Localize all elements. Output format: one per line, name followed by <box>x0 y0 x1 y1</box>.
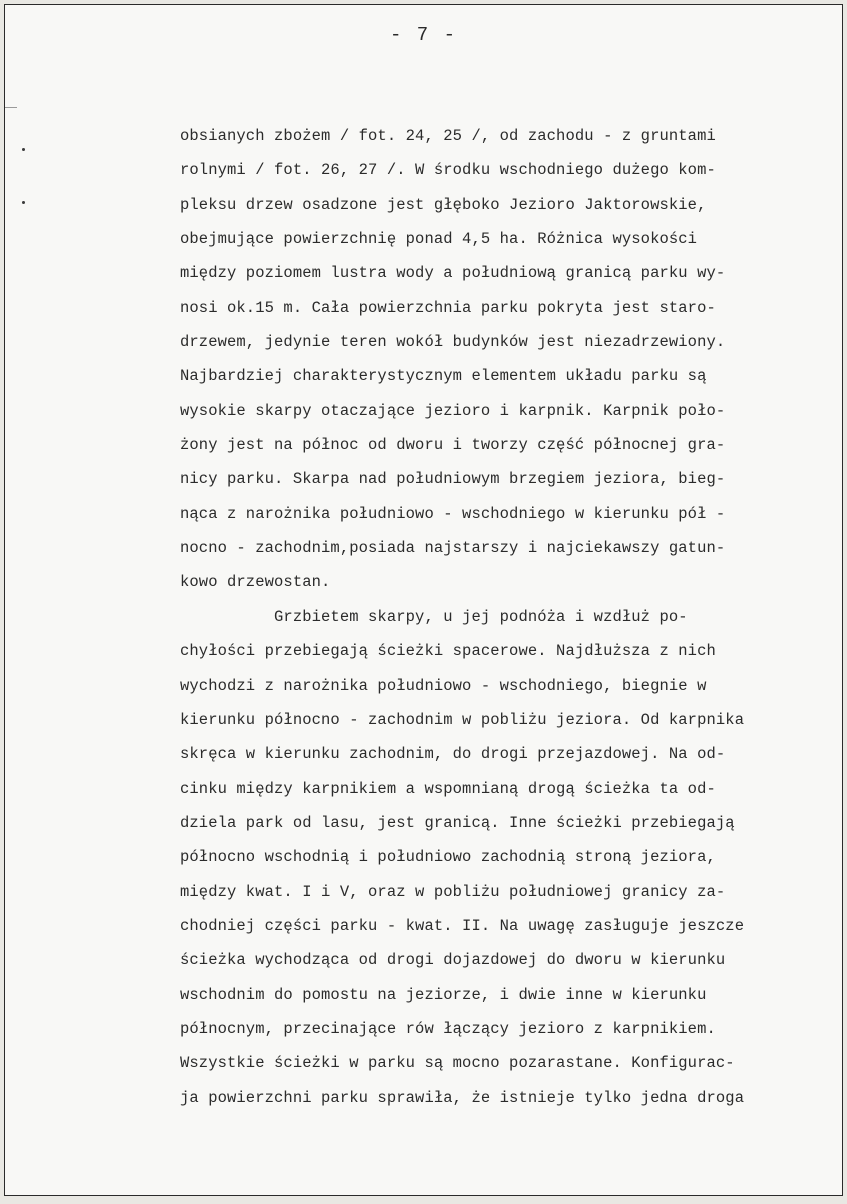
text-line: między kwat. I i V, oraz w pobliżu południowej granicy za- <box>180 882 726 901</box>
text-line: wschodnim do pomostu na jeziorze, i dwie inne w kierunku <box>180 985 707 1004</box>
text-line: żony jest na północ od dworu i tworzy część północnej gra- <box>180 436 726 455</box>
text-line: drzewem, jedynie teren wokół budynków jest niezadrzewiony. <box>180 333 726 352</box>
text-line: Wszystkie ścieżki w parku są mocno pozarastane. Konfigurac- <box>180 1054 735 1073</box>
margin-dot-mark <box>22 148 25 151</box>
text-line: pleksu drzew osadzone jest głęboko Jezioro Jaktorowskie, <box>180 195 707 214</box>
text-line: wychodzi z narożnika południowo - wschodniego, biegnie w <box>180 676 707 695</box>
text-line: kierunku północno - zachodnim w pobliżu jeziora. Od karpnika <box>180 710 745 729</box>
text-line: ścieżka wychodząca od drogi dojazdowej do dworu w kierunku <box>180 951 726 970</box>
text-line: wysokie skarpy otaczające jezioro i karpnik. Karpnik poło- <box>180 401 726 420</box>
text-line: nicy parku. Skarpa nad południowym brzegiem jeziora, bieg- <box>180 470 726 489</box>
text-line: obejmujące powierzchnię ponad 4,5 ha. Różnica wysokości <box>180 230 698 249</box>
text-line: kowo drzewostan. <box>180 573 331 592</box>
text-line: nocno - zachodnim,posiada najstarszy i najciekawszy gatun- <box>180 539 726 558</box>
text-line: chodniej części parku - kwat. II. Na uwagę zasługuje jeszcze <box>180 916 745 935</box>
text-line: rolnymi / fot. 26, 27 /. W środku wschodniego dużego kom- <box>180 161 716 180</box>
margin-tick-mark <box>5 107 17 108</box>
text-line: Grzbietem skarpy, u jej podnóża i wzdłuż po- <box>180 607 688 626</box>
text-line: ja powierzchni parku sprawiła, że istnieje tylko jedna droga <box>180 1088 745 1107</box>
text-line: skręca w kierunku zachodnim, do drogi przejazdowej. Na od- <box>180 745 726 764</box>
text-line: Najbardziej charakterystycznym elementem układu parku są <box>180 367 707 386</box>
margin-dot-mark <box>22 201 25 204</box>
text-line: północno wschodnią i południowo zachodnią stroną jeziora, <box>180 848 716 867</box>
text-line: nosi ok.15 m. Cała powierzchnia parku pokryta jest staro- <box>180 298 716 317</box>
text-line: obsianych zbożem / fot. 24, 25 /, od zachodu - z gruntami <box>180 127 716 145</box>
text-line: dziela park od lasu, jest granicą. Inne ścieżki przebiegają <box>180 813 735 832</box>
text-line: chyłości przebiegają ścieżki spacerowe. Najdłuższa z nich <box>180 642 716 661</box>
text-line: cinku między karpnikiem a wspomnianą drogą ścieżka ta od- <box>180 779 716 798</box>
document-page <box>4 4 843 1196</box>
text-line: nąca z narożnika południowo - wschodniego w kierunku pół - <box>180 504 726 523</box>
body-text <box>180 119 820 1115</box>
text-line: północnym, przecinające rów łączący jezioro z karpnikiem. <box>180 1019 716 1038</box>
text-line: między poziomem lustra wody a południową granicą parku wy- <box>180 264 726 283</box>
page-number: - 7 - <box>389 24 457 46</box>
